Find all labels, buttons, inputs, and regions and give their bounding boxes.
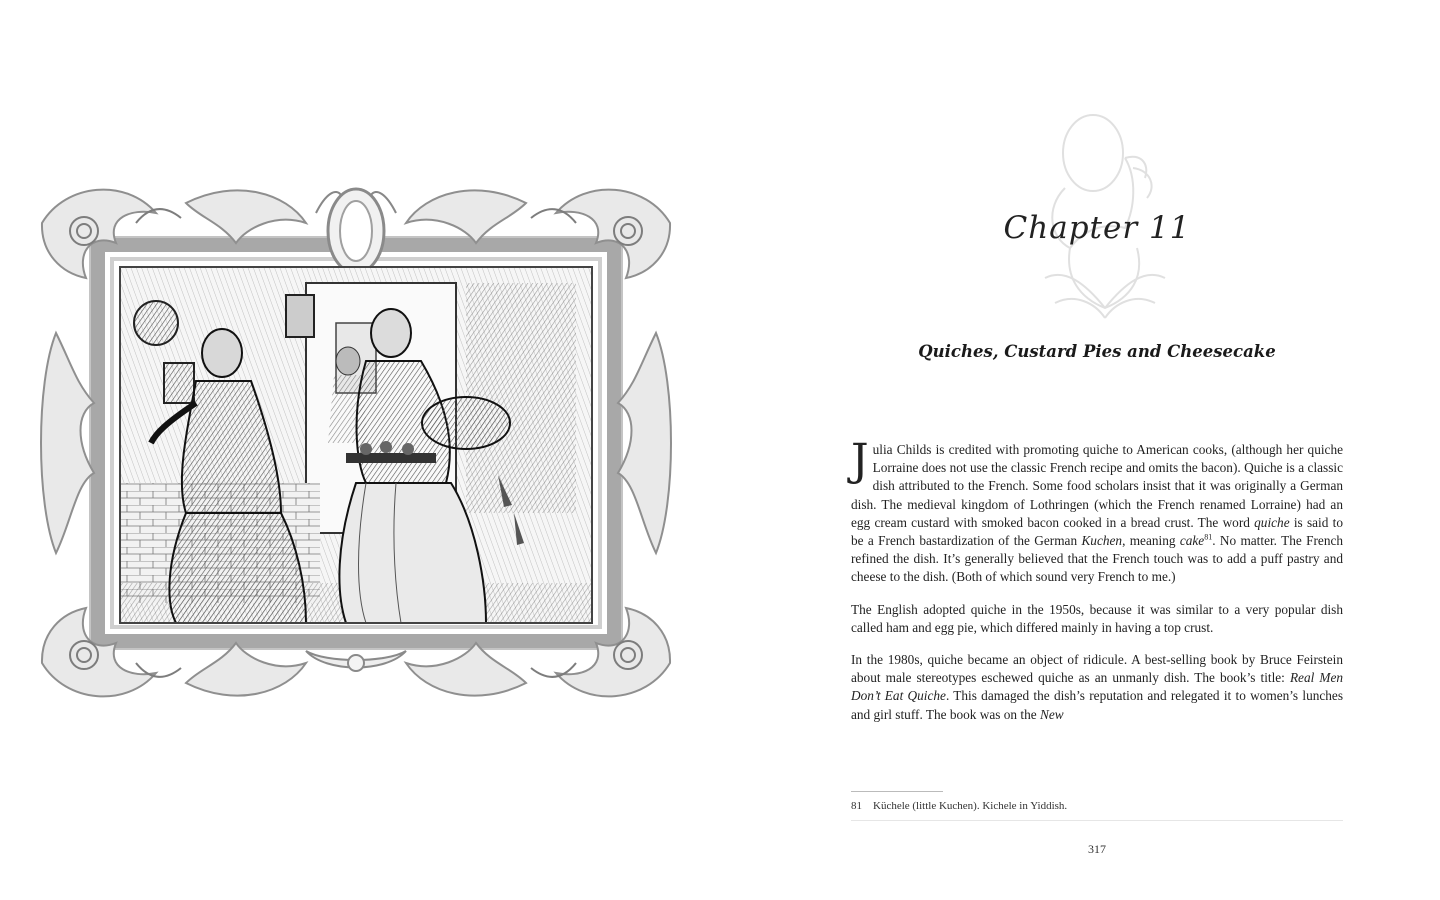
text-run: is said to be a French bastardization of the German — [851, 514, 1343, 549]
text-run: , meaning — [1122, 533, 1180, 549]
footnote-rule — [851, 791, 943, 792]
chapter-body-text — [851, 435, 1344, 738]
footnote-divider — [851, 820, 1343, 821]
kitchen-engraving — [120, 267, 592, 623]
italic-text: quiche — [1254, 514, 1290, 530]
italic-text: New — [1039, 706, 1064, 722]
italic-text: Kuchen — [1081, 533, 1123, 549]
page-number: 317 — [1088, 842, 1106, 856]
footnote-text: Küchele (little Kuchen). Kichele in Yiddish. — [873, 800, 1068, 812]
chapter-title: Chapter 11 — [1003, 210, 1191, 246]
footnote-reference: 81 — [1204, 532, 1213, 542]
text-run: ulia Childs is credited with promoting quiche to American cooks, (although her quiche Lorraine does not use the classic French recipe and omits the bacon). Quiche is a classic dish attributed to the French. Some food scholars insist that it was originally a German dish. The medieval kingdom of Lothringen (which the French renamed Lorraine) had an egg cream custard with smoked bacon cooked in a bread crust. The word — [851, 442, 1343, 530]
body-paragraph — [851, 601, 1343, 637]
italic-text: cake — [1179, 533, 1205, 549]
footnote-number: 81 — [851, 800, 862, 812]
chapter-subtitle: Quiches, Custard Pies and Cheesecake — [918, 342, 1276, 361]
left-page-illustration — [36, 183, 676, 703]
ornate-frame-illustration — [36, 183, 676, 703]
body-paragraph — [851, 651, 1343, 724]
body-paragraph — [851, 435, 1344, 587]
text-run: . No matter. The French refined the dish. It’s generally believed that the French touch was to add a puff pastry and cheese to the dish. (Both of which sound very French to me.) — [851, 533, 1344, 585]
footnote — [851, 800, 1343, 812]
text-run: . This damaged the dish’s reputation and relegated it to women’s lunches and girl stuff. The book was on the — [851, 688, 1343, 722]
italic-text: Real Men Don’t Eat Quiche — [851, 670, 1343, 704]
drop-cap: J — [851, 435, 869, 486]
text-run: In the 1980s, quiche became an object of ridicule. A best-selling book by Bruce Feirstein about male stereotypes eschewed quiche as an unmanly dish. The book’s title: — [851, 652, 1343, 686]
text-run: The English adopted quiche in the 1950s, because it was similar to a very popular dish called ham and egg pie, which differed mainly in having a top crust. — [851, 601, 1343, 635]
